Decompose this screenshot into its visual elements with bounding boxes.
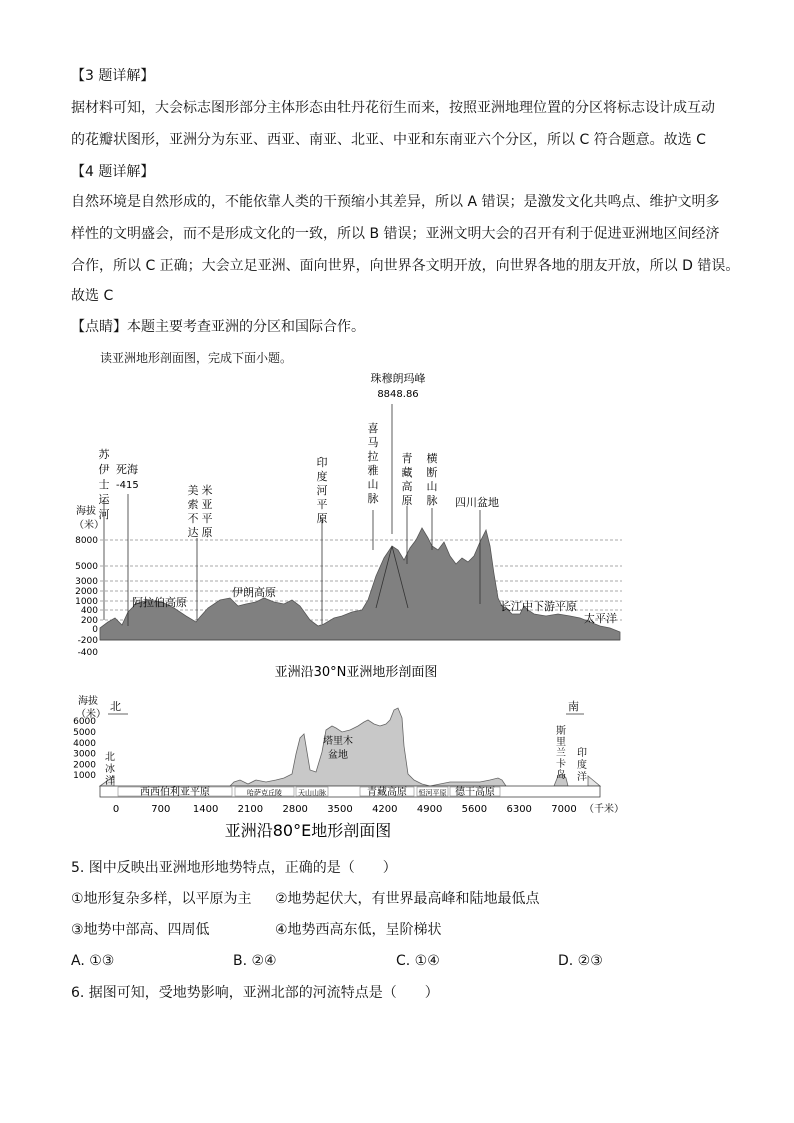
note-dianjing: 【点睛】本题主要考查亚洲的分区和国际合作。 <box>71 319 365 335</box>
region-band-label: 哈萨克丘陵 <box>247 789 282 797</box>
x-tick-label: 4200 <box>372 804 398 815</box>
heading-q4-analysis: 【4 题详解】 <box>71 164 155 180</box>
x-tick-label: 6300 <box>506 804 532 815</box>
indian-ocean-label: 印 <box>577 748 587 759</box>
paragraph-q4-line1: 自然环境是自然形成的，不能依靠人类的干预缩小其差异，所以 A 错误；是激发文化共鸣点、维护文明多 <box>71 194 720 210</box>
heading-q3-analysis: 【3 题详解】 <box>71 68 155 84</box>
ylabel-elevation-2: 海拔 <box>78 696 98 707</box>
y-axis-ticks-2 <box>73 717 96 781</box>
mesopotamia-label-col1: 平 <box>201 512 213 525</box>
indus-label: 度 <box>316 470 328 483</box>
indus-label: 平 <box>316 498 328 511</box>
dead-sea-value: -415 <box>116 480 139 491</box>
pacific-label: 太平洋 <box>584 612 617 625</box>
paragraph-q4-line2: 样性的文明盛会，而不是形成文化的一致，所以 B 错误；亚洲文明大会的召开有利于促进亚洲地区间经济 <box>71 226 720 242</box>
tarim-label-1: 塔里木 <box>323 736 353 747</box>
sri-lanka-label: 斯 <box>556 726 566 737</box>
q5-option-a[interactable]: A. ①③ <box>71 953 115 969</box>
x-axis-ticks <box>113 804 577 815</box>
x-tick-label: 1400 <box>192 804 219 815</box>
indus-label: 印 <box>316 456 328 469</box>
mesopotamia-label-col1: 米 <box>201 484 213 497</box>
y-tick-label: 1000 <box>75 597 98 607</box>
mesopotamia-label-col2: 不 <box>187 512 199 525</box>
chart1-title: 亚洲沿30°N亚洲地形剖面图 <box>274 665 438 680</box>
hengduan-label: 断 <box>426 466 438 479</box>
y-tick-label-2: 4000 <box>73 738 96 749</box>
vertical-labels <box>99 421 438 539</box>
indian-ocean-strip <box>588 776 600 786</box>
q5-statement-1: ①地形复杂多样，以平原为主 <box>71 891 252 907</box>
himalaya-label: 拉 <box>367 450 379 463</box>
mesopotamia-label-col1: 原 <box>201 526 213 539</box>
y-tick-label: 400 <box>80 606 98 616</box>
y-tick-label: 2000 <box>75 587 98 597</box>
x-tick-label: 700 <box>151 804 171 815</box>
indus-label: 河 <box>316 484 328 497</box>
tibet-label: 青 <box>401 452 413 465</box>
y-tick-label: 200 <box>80 616 98 626</box>
region-band-label: 西西伯利亚平原 <box>140 787 210 798</box>
dead-sea-label: 死海 <box>116 463 138 476</box>
y-tick-label: -200 <box>77 636 98 646</box>
mesopotamia-label-col2: 索 <box>187 498 199 511</box>
arabian-plateau-label: 阿拉伯高原 <box>132 596 187 609</box>
peak-value: 8848.86 <box>377 389 419 400</box>
question-6: 6. 据图可知，受地势影响，亚洲北部的河流特点是（ ） <box>71 985 439 1001</box>
suez-label: 苏 <box>98 448 110 461</box>
sri-lanka-label: 卡 <box>556 759 566 770</box>
ylabel-elevation: 海拔 <box>76 506 96 517</box>
iranian-plateau-label: 伊朗高原 <box>232 586 276 599</box>
paragraph-q4-line4: 故选 C <box>71 288 114 304</box>
x-tick-label: 2100 <box>237 804 264 815</box>
q5-option-d[interactable]: D. ②③ <box>558 953 603 969</box>
y-tick-label: -400 <box>77 648 98 658</box>
south-label: 南 <box>568 700 579 713</box>
hengduan-label: 山 <box>426 480 438 493</box>
suez-label: 士 <box>98 478 110 491</box>
q5-option-c[interactable]: C. ①④ <box>396 953 440 969</box>
y-tick-label-2: 5000 <box>73 728 96 738</box>
north-label: 北 <box>110 700 121 713</box>
suez-label: 运 <box>98 493 110 506</box>
hengduan-label: 脉 <box>426 494 438 507</box>
mesopotamia-label-col2: 美 <box>187 484 199 497</box>
y-tick-label-2: 3000 <box>73 749 96 760</box>
sichuan-basin-label: 四川盆地 <box>455 496 499 509</box>
region-band-label: 天山山脉 <box>298 789 326 797</box>
mesopotamia-label-col1: 亚 <box>201 498 213 511</box>
y-axis-ticks <box>75 536 98 658</box>
himalaya-label: 马 <box>367 436 379 449</box>
x-tick-label: 2800 <box>282 804 308 815</box>
q5-statement-2: ②地势起伏大，有世界最高峰和陆地最低点 <box>275 891 540 907</box>
mesopotamia-label-col2: 达 <box>187 526 199 539</box>
x-tick-label: 3500 <box>327 804 353 815</box>
suez-label: 河 <box>98 508 110 521</box>
region-band-label: 德干高原 <box>455 787 495 798</box>
region-band-label: 恒河平原 <box>418 789 447 797</box>
question-5: 5. 图中反映出亚洲地形地势特点，正确的是（ ） <box>71 860 397 876</box>
sri-lanka-label: 兰 <box>556 748 566 759</box>
terrain-area-30n <box>100 528 620 640</box>
profile-80e-chart <box>70 690 630 848</box>
y-tick-label: 5000 <box>75 562 98 572</box>
y-tick-label: 8000 <box>75 536 98 546</box>
ylabel-unit-2: （米） <box>76 709 106 720</box>
suez-label: 伊 <box>98 463 110 476</box>
indus-label: 原 <box>316 512 328 525</box>
y-tick-label: 3000 <box>75 577 98 587</box>
x-tick-label: 0 <box>112 804 120 815</box>
tibet-label: 原 <box>401 494 413 507</box>
q5-statement-3: ③地势中部高、四周低 <box>71 922 210 938</box>
arctic-ocean-label: 洋 <box>105 776 115 787</box>
figure-intro: 读亚洲地形剖面图，完成下面小题。 <box>100 351 293 365</box>
peak-name: 珠穆朗玛峰 <box>370 372 426 385</box>
q5-statement-4: ④地势西高东低，呈阶梯状 <box>275 922 442 938</box>
paragraph-q3-line2: 的花瓣状图形，亚洲分为东亚、西亚、南亚、北亚、中亚和东南亚六个分区，所以 C 符合题意。故选 C <box>71 132 706 148</box>
arctic-ocean-label: 北 <box>105 752 115 763</box>
indian-ocean-label: 度 <box>577 760 587 771</box>
yangtze-plain-label: 长江中下游平原 <box>500 600 577 613</box>
chart2-title: 亚洲沿80°E地形剖面图 <box>224 821 392 840</box>
tarim-label-2: 盆地 <box>328 750 348 761</box>
region-band-label: 青藏高原 <box>367 787 407 798</box>
y-tick-label-2: 6000 <box>73 717 96 728</box>
y-tick-label: 0 <box>92 625 98 635</box>
y-tick-label-2: 1000 <box>73 771 96 782</box>
tibet-label: 藏 <box>401 466 413 479</box>
ylabel-unit: （米） <box>74 520 104 531</box>
x-tick-label: 4900 <box>416 804 443 815</box>
sri-lanka-label: 里 <box>556 737 566 748</box>
paragraph-q4-line3: 合作，所以 C 正确；大会立足亚洲、面向世界，向世界各文明开放，向世界各地的朋友开放，所以 D 错误。 <box>71 258 740 274</box>
x-tick-label: 7000 <box>551 804 577 815</box>
tibet-label: 高 <box>401 480 413 493</box>
profile-30n-chart <box>70 370 630 682</box>
himalaya-label: 山 <box>367 478 379 491</box>
arctic-ocean-label: 冰 <box>105 764 115 775</box>
q5-option-b[interactable]: B. ②④ <box>233 953 277 969</box>
region-bands <box>118 785 500 798</box>
indian-ocean-label: 洋 <box>577 772 587 783</box>
hengduan-label: 横 <box>426 452 438 465</box>
himalaya-label: 雅 <box>367 464 379 477</box>
x-tick-label: 5600 <box>461 804 488 815</box>
sri-lanka-label: 岛 <box>556 770 566 781</box>
x-unit-label: （千米） <box>584 804 624 815</box>
himalaya-label: 脉 <box>367 492 379 505</box>
y-tick-label-2: 2000 <box>73 760 96 771</box>
himalaya-label: 喜 <box>367 422 379 435</box>
paragraph-q3-line1: 据材料可知，大会标志图形部分主体形态由牡丹花衍生而来，按照亚洲地理位置的分区将标志设计成互动 <box>71 100 715 116</box>
terrain-area-80e <box>230 708 506 786</box>
